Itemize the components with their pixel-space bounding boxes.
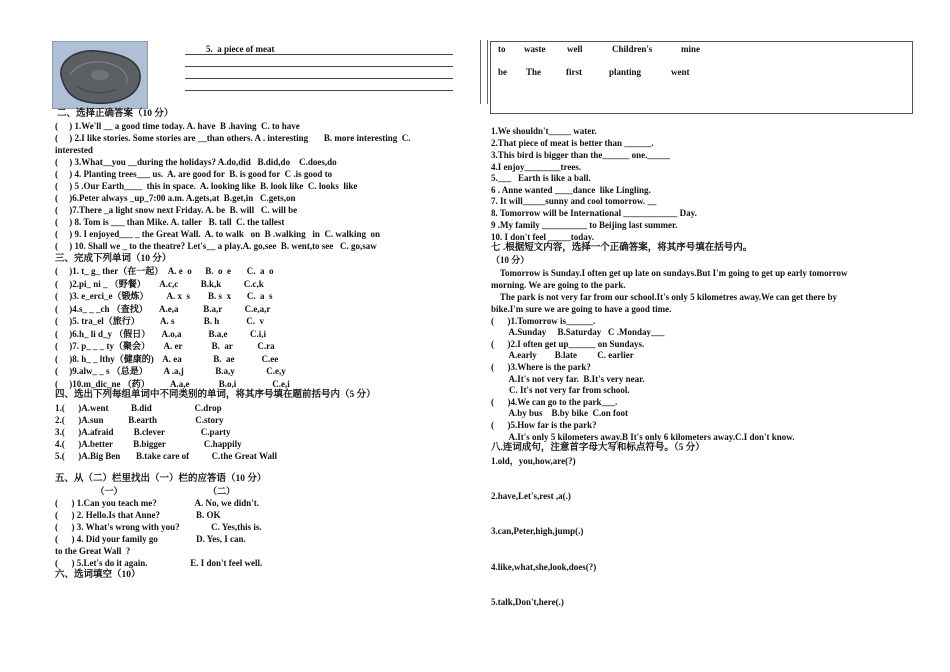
word-box-word: went: [671, 67, 690, 77]
question-line: ( ) 3.What__you __during the holidays? A.do,did B.did,do C.does,do: [55, 157, 337, 167]
fill-blank-item: 4.I enjoy________trees.: [491, 162, 582, 172]
sentence-item: 1.old，you,how,are(?): [491, 456, 576, 466]
question-line: ( ) 1.We'll __ a good time today. A. have B .having C. to have: [55, 121, 300, 131]
passage-line: The park is not very far from our school.It's only 5 kilometres away.We can get there by: [491, 292, 837, 302]
fill-blank-item: 9 .My family __________ to Beijing last summer.: [491, 220, 678, 230]
section-title: 七 .根据短文内容，选择一个正确答案，将其序号填在括号内。: [491, 243, 753, 253]
section-title: 五、从（二）栏里找出（一）栏的应答语（10 分）: [55, 474, 267, 484]
fill-blank-item: 10. I don't feel _____today.: [491, 232, 595, 242]
question-line: ( ) 5.Let's do it again. E. I don't feel well.: [55, 558, 263, 568]
sentence-item: 5.talk,Don't,here(.): [491, 597, 564, 607]
question-line: ( )6.h_ li d_y （假日） A.o,a B.a,e C.i,i: [55, 329, 267, 339]
option-line: A.early B.late C. earlier: [491, 350, 634, 360]
question-line: ( )7.There _a light snow next Friday. A. be B. will C. will be: [55, 205, 298, 215]
fill-blank-item: 3.This bird is bigger than the______ one._____: [491, 150, 670, 160]
question-line: 1.( )A.went B.did C.drop: [55, 403, 222, 413]
question-line: ( )3. e_erci_e（锻炼） A. x s B. s x C. a s: [55, 291, 273, 301]
word-box-word: planting: [609, 67, 642, 77]
column-headers: （一） （二）: [55, 486, 236, 496]
answer-line: [185, 54, 453, 55]
question-line: ( ) 2.I like stories. Some stories are __than others. A . interesting B. more interesting C.: [55, 133, 411, 143]
word-box-word: Children's: [612, 44, 653, 54]
section-title: 四、选出下列每组单词中不同类别的单词，将其序号填在题前括号内（5 分）: [55, 390, 376, 400]
question-line: interested: [55, 145, 93, 155]
answer-line: [185, 78, 453, 79]
question-line: ( )6.Peter always _up_7:00 a.m. A.gets,at B.get,in C.gets,on: [55, 193, 296, 203]
fill-blank-item: 2.That piece of meat is better than ______.: [491, 138, 654, 148]
question-line: ( ) 8. Tom is ___ than Mike. A. taller B. tall C. the tallest: [55, 217, 285, 227]
question-line: ( ) 10. Shall we _ to the theatre? Let's__ a play.A. go,see B. went,to see C. go,saw: [55, 241, 377, 251]
answer-line: [185, 90, 453, 91]
option-line: C. It's not very far from school.: [491, 385, 630, 395]
question-line: 2.( )A.sun B.earth C.story: [55, 415, 224, 425]
question-line: ( )8. h_ _ lthy（健康的) A. ea B. ae C.ee: [55, 354, 279, 364]
section-title: 二、选择正确答案（10 分）: [57, 109, 174, 119]
question-line: ( )10.m_dic_ne （药） A.a,e B.o,i C.e,i: [55, 379, 290, 389]
question-line: 4.( )A.better B.bigger C.happily: [55, 439, 242, 449]
question-line: ( )1. t_ g_ ther（在一起） A. e o B. o e C. a o: [55, 266, 274, 276]
passage-line: Tomorrow is Sunday.I often get up late on sundays.But I'm going to get up early tomorrow: [491, 268, 848, 278]
question-line: 3.( )A.afraid B.clever C.party: [55, 427, 231, 437]
question-line: ( ) 4. Did your family go D. Yes, I can.: [55, 534, 246, 544]
question-line: ( )4.s_ _ _ch （查找） A.e,a B.a,r C.e,a,r: [55, 304, 271, 314]
word-box-word: be: [498, 67, 507, 77]
question-line: ( )1.Tomorrow is______.: [491, 316, 596, 326]
fill-blank-item: 7. It will_____sunny and cool tomorrow. __: [491, 196, 657, 206]
question-line: ( )5. tra_el（旅行） A. s B. h C. v: [55, 316, 264, 326]
section-title: 六、选词填空（10）: [55, 570, 141, 580]
passage-line: morning. We are going to the park.: [491, 280, 626, 290]
question-line: ( ) 5 .Our Earth____ this in space. A. looking like B. look like C. looks like: [55, 181, 358, 191]
question-line: ( ) 3. What's wrong with you? C. Yes,this is.: [55, 522, 262, 532]
fill-blank-item: 1.We shouldn't_____ water.: [491, 126, 597, 136]
question-line: ( )9.alw_ _ s （总是） A .a,j B.a,y C.e,y: [55, 366, 286, 376]
question-line: 5.( )A.Big Ben B.take care of C.the Great Wall: [55, 451, 277, 461]
word-box: [490, 41, 913, 114]
fill-blank-item: 6 . Anne wanted ____dance like Lingling.: [491, 185, 651, 195]
section-title: 三、完成下列单词（10 分）: [55, 254, 172, 264]
option-line: A.It's only 5 kilometers away.B It's only 6 kilometers away.C.I don't know.: [491, 432, 795, 442]
option-line: A.It's not very far. B.It's very near.: [491, 374, 645, 384]
word-box-word: mine: [681, 44, 700, 54]
question-line: ( )2.I often get up______ on Sundays.: [491, 339, 645, 349]
question-line: ( )4.We can go to the park___.: [491, 397, 618, 407]
question-line: ( ) 1.Can you teach me? A. No, we didn't.: [55, 498, 259, 508]
answer-line: [185, 66, 453, 67]
question-line: ( ) 2. Hello.Is that Anne? B. OK: [55, 510, 221, 520]
word-box-word: to: [498, 44, 506, 54]
sentence-item: 3.can,Peter,high,jump(.): [491, 526, 584, 536]
question-line: ( ) 9. I enjoyed___ _ the Great Wall. A. to walk on B .walking in C. walking on: [55, 229, 380, 239]
question-line: to the Great Wall ?: [55, 546, 131, 556]
fill-blank-item: 5.___ Earth is like a ball.: [491, 173, 591, 183]
column-divider: [487, 40, 488, 104]
section-points: （10 分）: [491, 255, 530, 265]
word-box-word: The: [526, 67, 542, 77]
question-line: ( )5.How far is the park?: [491, 420, 597, 430]
option-line: A.Sunday B.Saturday C .Monday___: [491, 327, 665, 337]
question-line: ( )2.pi_ ni _ （野餐） A.c,c B.k,k C.c,k: [55, 279, 264, 289]
question-line: ( )3.Where is the park?: [491, 362, 591, 372]
meat-picture: [52, 41, 148, 109]
question-line: ( )7. p_ _ _ ty（聚会） A. er B. ar C.ra: [55, 341, 275, 351]
word-box-word: well: [567, 44, 583, 54]
q5-top-label: 5. a piece of meat: [206, 44, 275, 54]
word-box-word: waste: [524, 44, 546, 54]
column-divider: [480, 40, 481, 104]
sentence-item: 4.like,what,she,look,does(?): [491, 562, 597, 572]
question-line: ( ) 4. Planting trees___ us. A. are good for B. is good for C .is good to: [55, 169, 333, 179]
fill-blank-item: 8. Tomorrow will be International ____________ Day.: [491, 208, 697, 218]
passage-line: bike.I'm sure we are going to have a good time.: [491, 304, 672, 314]
word-box-word: first: [566, 67, 582, 77]
section-title: 八.连词成句，注意首字母大写和标点符号。（5 分）: [491, 443, 705, 453]
option-line: A.by bus B.by bike C.on foot: [491, 408, 629, 418]
sentence-item: 2.have,Let's,rest ,a(.): [491, 491, 571, 501]
